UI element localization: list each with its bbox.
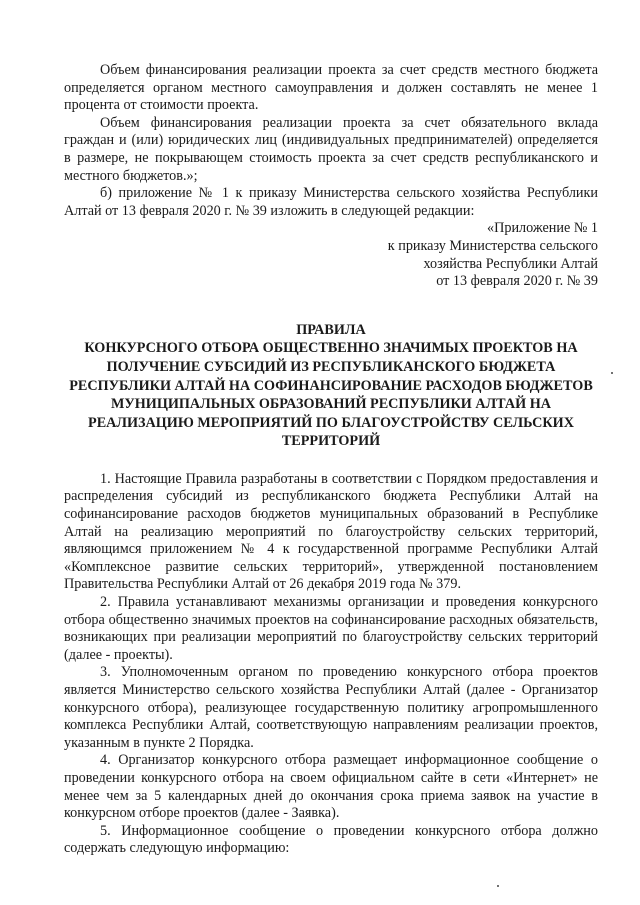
appendix-reference — [64, 220, 598, 290]
rule-item-4: 4. Организатор конкурсного отбора размещает информационное сообщение о проведении конкурсного отбора на своем официальном сайте в сети «Интернет» не менее чем за 5 календарных дней до окончания срока приема заявок на участие в конкурсном отборе проектов (далее - Заявка). — [64, 752, 598, 822]
appendix-line-2: к приказу Министерства сельского — [387, 237, 598, 254]
document-title-subtitle: КОНКУРСНОГО ОТБОРА ОБЩЕСТВЕННО ЗНАЧИМЫХ ПРОЕКТОВ НА ПОЛУЧЕНИЕ СУБСИДИЙ ИЗ РЕСПУБЛИКАНСКОГО БЮДЖЕТА РЕСПУБЛИКИ АЛТАЙ НА СОФИНАНСИРОВАНИЕ РАСХОДОВ БЮДЖЕТОВ МУНИЦИПАЛЬНЫХ ОБРАЗОВАНИЙ РЕСПУБЛИКИ АЛТАЙ НА РЕАЛИЗАЦИЮ МЕРОПРИЯТИЙ ПО БЛАГОУСТРОЙСТВУ СЕЛЬСКИХ ТЕРРИТОРИЙ — [69, 340, 593, 450]
document-title-heading: ПРАВИЛА — [296, 321, 366, 338]
scan-speck — [497, 885, 499, 887]
paragraph-citizens-contribution: Объем финансирования реализации проекта за счет обязательного вклада граждан и (или) юридических лиц (индивидуальных предпринимателей) определяется в размере, не покрывающем стоимость проекта за счет средств республиканского и местного бюджетов.»; — [64, 114, 598, 184]
paragraph-appendix-change: б) приложение № 1 к приказу Министерства сельского хозяйства Республики Алтай от 13 февраля 2020 г. № 39 изложить в следующей редакции: — [64, 185, 598, 219]
rule-item-3: 3. Уполномоченным органом по проведению конкурсного отбора проектов является Министерство сельского хозяйства Республики Алтай (далее - Организатор конкурсного отбора), реализующее государственную политику агропромышленного комплекса Республики Алтай, соответствующую направлениям реализации проектов, указанным в пункте 2 Порядка. — [64, 664, 598, 751]
section-gap — [64, 451, 598, 471]
paragraph-local-budget: Объем финансирования реализации проекта за счет средств местного бюджета определяется органом местного самоуправления и должен составлять не менее 1 процента от стоимости проекта. — [64, 62, 598, 114]
appendix-line-3: хозяйства Республики Алтай — [423, 255, 598, 272]
rule-item-2: 2. Правила устанавливают механизмы организации и проведения конкурсного отбора общественно значимых проектов на софинансирование расходных обязательств, возникающих при реализации мероприятий по благоустройству сельских территорий (далее - проекты). — [64, 594, 598, 663]
rule-item-5: 5. Информационное сообщение о проведении конкурсного отбора должно содержать следующую информацию: — [64, 822, 598, 857]
document-body — [64, 62, 598, 858]
scan-speck — [611, 372, 613, 374]
appendix-line-1: «Приложение № 1 — [487, 220, 598, 237]
appendix-line-4: от 13 февраля 2020 г. № 39 — [436, 273, 598, 290]
rule-item-1: 1. Настоящие Правила разработаны в соответствии с Порядком предоставления и распределения субсидий из республиканского бюджета Республики Алтай на софинансирование расходов бюджетов муниципальных образований в Республике Алтай на реализацию мероприятий по благоустройству сельских территорий, являющимся приложением № 4 к государственной программе Республики Алтай «Комплексное развитие сельских территорий», утвержденной постановлением Правительства Республики Алтай от 26 декабря 2019 года № 379. — [64, 470, 598, 593]
